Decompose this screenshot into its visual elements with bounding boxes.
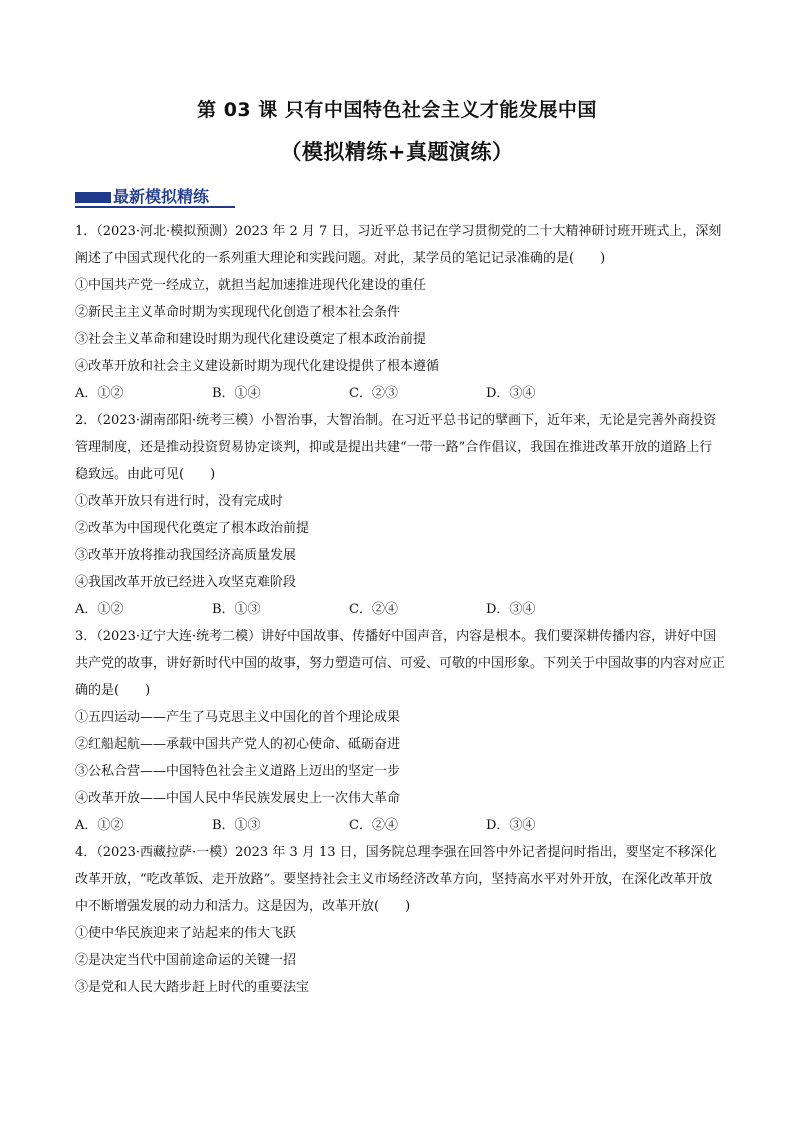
choice-c: C．②④ [349,818,398,833]
answer-choices [75,812,725,839]
question-option: ②红船起航——承载中国共产党人的初心使命、砥砺奋进 [75,737,401,752]
question-option: ③社会主义革命和建设时期为现代化建设奠定了根本政治前提 [75,332,427,347]
choice-a: A．①② [75,602,124,617]
answer-choices [75,596,725,623]
question-option: ②新民主主义革命时期为实现现代化创造了根本社会条件 [75,305,401,320]
section-marker-bar [75,192,111,203]
question-option: ①改革开放只有进行时，没有完成时 [75,494,284,509]
choice-b: B．①④ [212,386,261,401]
question-option: ②是决定当代中国前途命运的关键一招 [75,953,297,968]
question-option: ④改革开放和社会主义建设新时期为现代化建设提供了根本遵循 [75,359,440,374]
choice-b: B．①③ [212,818,261,833]
question-3 [75,623,725,839]
question-stem: 4．（2023·西藏拉萨·一模）2023 年 3 月 13 日，国务院总理李强在回答中外记者提问时指出，要坚定不移深化改革开放，“吃改革饭、走开放路”。要坚持社会主义市场经济改革方向，坚持高水平对外开放，在深化改革开放中不断增强发展的动力和活力。这是因为，改革开放( ) [75,845,717,914]
question-option: ②改革为中国现代化奠定了根本政治前提 [75,521,310,536]
page-title: 第 03 课 只有中国特色社会主义才能发展中国 [197,99,597,121]
question-list [75,218,725,1001]
question-stem: 2．（2023·湖南邵阳·统考三模）小智治事，大智治制。在习近平总书记的擘画下，近年来，无论是完善外商投资管理制度，还是推动投资贸易协定谈判，抑或是提出共建“一带一路”合作倡议，我国在推进改革开放的道路上行稳致远。由此可见( ) [75,413,717,482]
question-option: ③公私合营——中国特色社会主义道路上迈出的坚定一步 [75,764,401,779]
question-stem: 3．（2023·辽宁大连·统考二模）讲好中国故事、传播好中国声音，内容是根本。我们要深耕传播内容，讲好中国共产党的故事，讲好新时代中国的故事，努力塑造可信、可爱、可敬的中国形象。下列关于中国故事的内容对应正确的是( ) [75,629,726,698]
question-option: ③改革开放将推动我国经济高质量发展 [75,548,297,563]
choice-a: A．①② [75,818,124,833]
section-label: 最新模拟精练 [113,187,210,206]
choice-d: D．③④ [486,602,536,617]
choice-c: C．②③ [349,386,398,401]
question-option: ①中国共产党一经成立，就担当起加速推进现代化建设的重任 [75,278,427,293]
choice-a: A．①② [75,386,124,401]
question-1 [75,218,725,407]
choice-d: D．③④ [486,818,536,833]
question-stem: 1．（2023·河北·模拟预测）2023 年 2 月 7 日，习近平总书记在学习贯彻党的二十大精神研讨班开班式上，深刻阐述了中国式现代化的一系列重大理论和实践问题。对此，某学员的笔记记录准确的是( ) [75,224,722,266]
question-4 [75,839,725,1001]
choice-c: C．②④ [349,602,398,617]
question-option: ③是党和人民大踏步赶上时代的重要法宝 [75,980,310,995]
question-2 [75,407,725,623]
question-option: ④改革开放——中国人民中华民族发展史上一次伟大革命 [75,791,401,806]
question-option: ④我国改革开放已经进入攻坚克难阶段 [75,575,297,590]
question-option: ①使中华民族迎来了站起来的伟大飞跃 [75,926,297,941]
page-subtitle: （模拟精练+真题演练） [280,140,514,164]
answer-choices [75,380,725,407]
question-option: ①五四运动——产生了马克思主义中国化的首个理论成果 [75,710,401,725]
choice-d: D．③④ [486,386,536,401]
section-header [75,186,235,210]
choice-b: B．①③ [212,602,261,617]
